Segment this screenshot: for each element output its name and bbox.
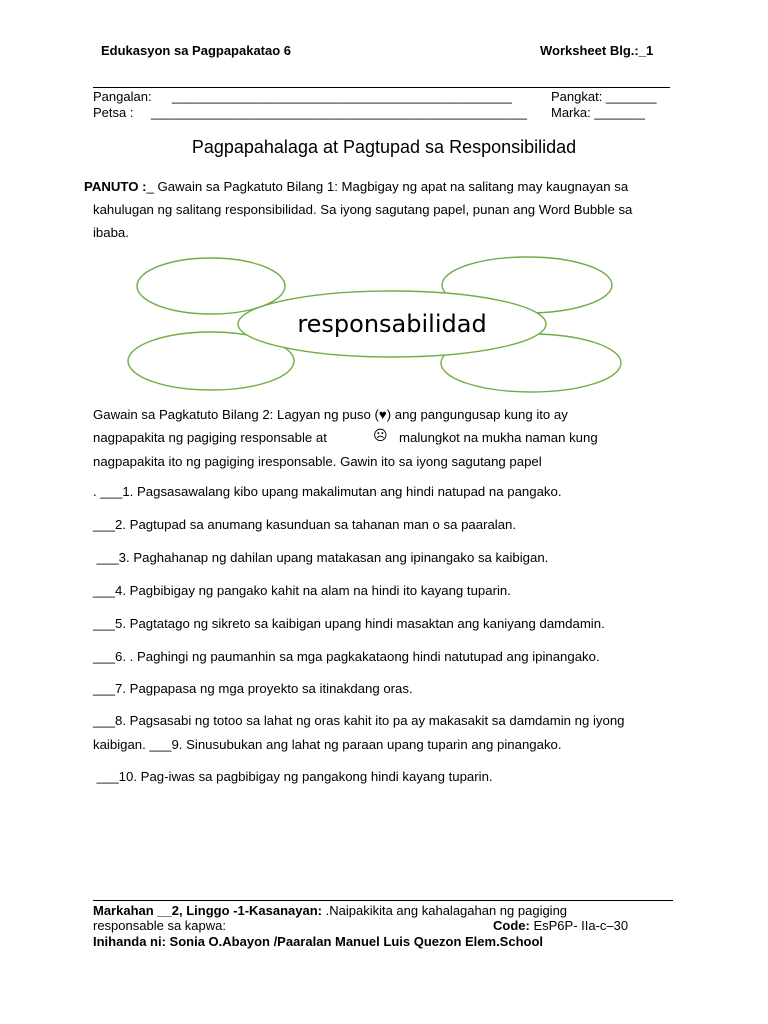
list-item: ___10. Pag-iwas sa pagbibigay ng pangakong hindi kayang tuparin. bbox=[93, 769, 493, 784]
date-field[interactable]: ____________________________________________________ bbox=[151, 105, 527, 120]
activity2-line-1: Gawain sa Pagkatuto Bilang 2: Lagyan ng puso (♥) ang pangungusap kung ito ay bbox=[93, 407, 568, 422]
list-item: ___7. Pagpapasa ng mga proyekto sa itinakdang oras. bbox=[93, 681, 413, 696]
panuto-label: PANUTO : bbox=[84, 179, 147, 194]
worksheet-number: Worksheet Blg.:_1 bbox=[540, 43, 654, 58]
word-bubble-diagram bbox=[0, 0, 768, 420]
list-item: ___2. Pagtupad sa anumang kasunduan sa tahanan man o sa paaralan. bbox=[93, 517, 517, 532]
subject-title: Edukasyon sa Pagpapakatao 6 bbox=[101, 43, 292, 58]
markahan-label: Markahan __2, Linggo -1-Kasanayan: bbox=[93, 903, 323, 918]
footer-divider bbox=[93, 900, 673, 901]
section-field[interactable]: Pangkat: _______ bbox=[551, 89, 657, 104]
list-item: ___8. Pagsasabi ng totoo sa lahat ng oras kahit ito pa ay makasakit sa damdamin ng iyong bbox=[93, 713, 625, 728]
footer-line-1 bbox=[93, 903, 567, 918]
code-value: EsP6P- IIa-c–30 bbox=[529, 918, 629, 933]
date-label: Petsa : bbox=[93, 105, 134, 120]
activity2-line-2a: nagpapakita ng pagiging responsable at bbox=[93, 430, 327, 445]
code-label: Code: bbox=[493, 918, 530, 933]
activity2-line-2b: malungkot na mukha naman kung bbox=[399, 430, 598, 445]
list-item: ___4. Pagbibigay ng pangako kahit na alam na hindi ito kayang tuparin. bbox=[93, 583, 511, 598]
instruction-line-3: ibaba. bbox=[93, 225, 129, 240]
list-item: . ___1. Pagsasawalang kibo upang makalimutan ang hindi natupad na pangako. bbox=[93, 484, 562, 499]
score-field[interactable]: Marka: _______ bbox=[551, 105, 645, 120]
name-field[interactable]: _______________________________________________ bbox=[172, 89, 512, 104]
list-item: ___3. Paghahanap ng dahilan upang matakasan ang ipinangako sa kaibigan. bbox=[93, 550, 549, 565]
sad-face-icon: ☹ bbox=[373, 428, 388, 444]
worksheet-title: Pagpapahalaga at Pagtupad sa Responsibilidad bbox=[191, 137, 577, 157]
markahan-text: .Naipakikita ang kahalagahan ng pagiging bbox=[322, 903, 568, 918]
activity2-line-3: nagpapakita ito ng pagiging iresponsable. Gawin ito sa iyong sagutang papel bbox=[93, 454, 542, 469]
instruction-text-1: _ Gawain sa Pagkatuto Bilang 1: Magbigay ng apat na salitang may kaugnayan sa bbox=[146, 179, 629, 194]
list-item: kaibigan. ___9. Sinusubukan ang lahat ng paraan upang tuparin ang pinangako. bbox=[93, 737, 562, 752]
prepared-by: Inihanda ni: Sonia O.Abayon /Paaralan Manuel Luis Quezon Elem.School bbox=[93, 934, 544, 949]
name-label: Pangalan: bbox=[93, 89, 152, 104]
center-word: responsabilidad bbox=[297, 310, 487, 338]
instruction-line-2: kahulugan ng salitang responsibilidad. Sa iyong sagutang papel, punan ang Word Bubble sa bbox=[93, 202, 633, 217]
footer-line-2: responsable sa kapwa: bbox=[93, 918, 226, 933]
list-item: ___6. . Paghingi ng paumanhin sa mga pagkakataong hindi natutupad ang ipinangako. bbox=[93, 649, 600, 664]
footer-code bbox=[493, 918, 628, 933]
list-item: ___5. Pagtatago ng sikreto sa kaibigan upang hindi masaktan ang kaniyang damdamin. bbox=[93, 616, 605, 631]
